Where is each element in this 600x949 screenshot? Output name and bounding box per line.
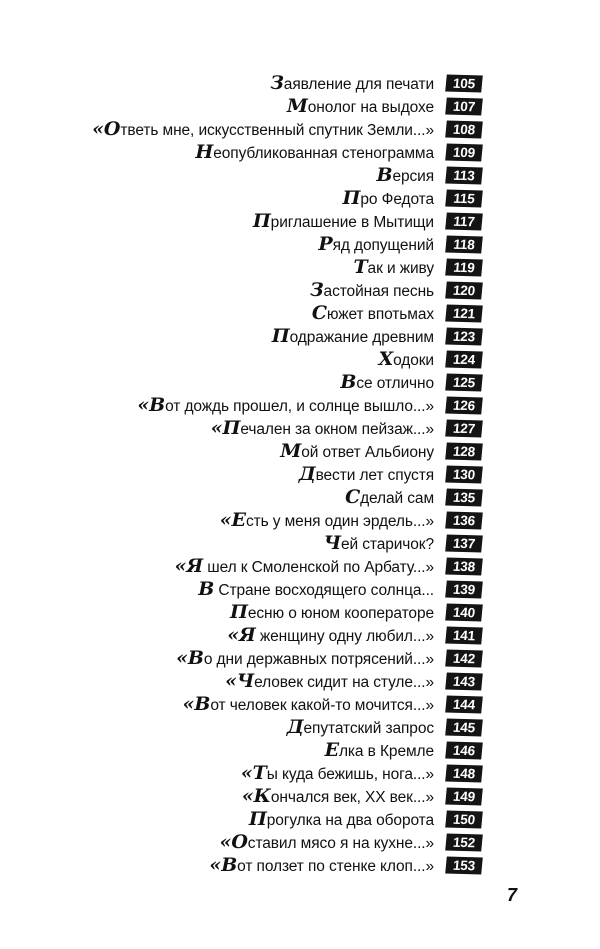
toc-entry [0,371,600,394]
toc-entry-title [230,601,434,625]
toc-entry-page-badge: 137 [445,535,483,553]
toc-entry-page-badge: 127 [445,420,483,438]
toc-entry-initial: «Я [227,623,256,646]
toc-entry-initial: «Я [174,554,204,577]
toc-entry-initial: «О [92,117,121,140]
toc-entry [0,739,600,762]
toc-entry-initial: П [252,209,271,232]
toc-entry-title [175,555,434,579]
toc-entry-page-badge: 144 [445,696,483,714]
toc-entry-initial: М [286,94,308,117]
toc-entry-title [220,509,434,533]
toc-entry-title [324,532,434,556]
toc-entry-initial: «О [219,830,248,853]
toc-entry-text: се отлично [356,374,434,392]
toc-entry [0,693,600,716]
toc-entry-page-badge: 119 [445,259,483,277]
toc-entry [0,233,600,256]
toc-entry-text: сть у меня один эрдель...» [245,512,434,530]
toc-entry [0,854,600,877]
toc-entry-text: Стране восходящего солнца... [214,581,434,599]
toc-entry-text: делай сам [360,489,434,507]
toc-entry-text: от дождь прошел, и солнце вышло...» [165,397,434,415]
toc-entry [0,417,600,440]
toc-entry-text: одоки [393,351,434,369]
toc-entry-initial: «П [210,416,241,439]
toc-entry-page-badge: 125 [445,374,483,392]
toc-entry-text: ей старичок? [340,535,434,553]
toc-entry [0,256,600,279]
toc-entry [0,578,600,601]
toc-entry-initial: «В [182,692,211,715]
toc-entry-text: лка в Кремле [338,742,434,760]
toc-entry-page-badge: 150 [445,811,483,829]
toc-entry-initial: З [309,278,324,301]
toc-entry-page-badge: 130 [445,466,483,484]
toc-entry-initial: Д [286,715,304,738]
toc-entry-text: ой ответ Альбиону [301,443,434,461]
toc-entry-page-badge: 140 [445,604,483,622]
toc-entry-page-badge: 105 [445,75,483,93]
toc-entry-initial: П [342,186,361,209]
toc-entry-text: одражание древним [289,328,434,346]
toc-entry-initial: «В [209,853,238,876]
toc-entry-text: ро Федота [360,190,434,208]
toc-entry-text: еопубликованная стенограмма [213,144,434,162]
toc-entry-text: от человек какой-то мочится...» [210,696,434,714]
toc-entry-text: аявление для печати [283,75,434,93]
toc-entry-initial: «Ч [225,669,255,692]
toc-entry-title [299,463,434,487]
toc-entry-text: от ползет по стенке клоп...» [237,857,434,875]
toc-entry-text: вести лет спустя [315,466,434,484]
toc-entry-initial: «В [176,646,204,669]
toc-entry-initial: С [311,301,327,324]
toc-entry-initial: Д [298,462,316,485]
toc-entry [0,647,600,670]
toc-entry-title [183,693,434,717]
toc-entry [0,463,600,486]
toc-entry [0,762,600,785]
toc-entry-title [209,854,434,878]
toc-entry-page-badge: 113 [445,167,483,185]
toc-entry-title [325,739,434,763]
toc-entry-text: ы куда бежишь, нога...» [266,765,434,783]
toc-entry-title [92,118,434,142]
toc-entry-page-badge: 124 [445,351,483,369]
toc-entry-page-badge: 107 [445,98,483,116]
toc-entry-initial: В [340,370,357,393]
toc-entry-text: риглашение в Мытищи [270,213,434,231]
toc-entry-title [137,394,434,418]
toc-entry-page-badge: 115 [445,190,483,208]
toc-entry-text: ставил мясо я на кухне...» [247,834,434,852]
toc-entry-page-badge: 149 [445,788,483,806]
toc-entry-page-badge: 138 [445,558,483,576]
toc-entry-title [242,785,434,809]
toc-entry-page-badge: 142 [445,650,483,668]
toc-entry-title [270,72,434,96]
toc-entry-page-badge: 136 [445,512,483,530]
toc-entry-title [241,762,434,786]
toc-entry [0,348,600,371]
toc-entry-page-badge: 120 [445,282,483,300]
toc-entry-initial: Т [353,255,368,278]
toc-entry-title [198,578,434,602]
toc-entry-title [287,95,434,119]
toc-entry [0,670,600,693]
toc-entry-title [376,164,434,188]
toc-entry-page-badge: 108 [445,121,483,139]
toc-entry-title [272,325,434,349]
toc-entry [0,72,600,95]
toc-entry-title [345,486,434,510]
toc-entry [0,808,600,831]
toc-entry-text: тветь мне, искусственный спутник Земли...» [120,121,434,139]
toc-entry-page-badge: 153 [445,857,483,875]
toc-entry-page-badge: 152 [445,834,483,852]
toc-entry [0,394,600,417]
toc-entry-page-badge: 143 [445,673,483,691]
toc-entry [0,210,600,233]
toc-entry-page-badge: 148 [445,765,483,783]
toc-entry-text: онолог на выдохе [307,98,434,116]
toc-entry-title [340,371,434,395]
toc-entry [0,532,600,555]
toc-entry-text: южет впотьмах [326,305,434,323]
toc-entry [0,187,600,210]
toc-entry-initial: «Т [240,761,267,784]
toc-entry-text: рогулка на два оборота [266,811,434,829]
toc-entry-initial: П [229,600,248,623]
toc-entry-page-badge: 126 [445,397,483,415]
toc-entry-initial: «К [241,784,271,807]
toc-entry-text: ерсия [392,167,434,185]
toc-entry [0,440,600,463]
toc-entry-text: о дни державных потрясений...» [203,650,434,668]
toc-entry-title [211,417,434,441]
toc-entry-page-badge: 141 [445,627,483,645]
toc-entry-title [253,210,434,234]
toc-entry [0,486,600,509]
toc-entry-initial: С [345,485,361,508]
toc-entry-page-badge: 128 [445,443,483,461]
toc-entry-page-badge: 145 [445,719,483,737]
toc-entry-title [176,647,434,671]
toc-entry-initial: В [198,577,215,600]
toc-entry-initial: В [376,163,393,186]
toc-entry-text: яд допущений [332,236,434,254]
toc-entry-page-badge: 109 [445,144,483,162]
toc-entry-initial: М [280,439,302,462]
toc-entry-page-badge: 117 [445,213,483,231]
toc-entry [0,164,600,187]
toc-entry-title [378,348,434,372]
toc-entry-initial: «Е [219,508,246,531]
toc-entry-title [227,624,434,648]
toc-entry-initial: З [270,71,284,94]
toc-entry-page-badge: 135 [445,489,483,507]
toc-entry-initial: П [248,807,267,830]
toc-entry [0,785,600,808]
toc-entry [0,716,600,739]
toc-entry-title [310,279,434,303]
toc-entry-text: астойная песнь [323,282,434,300]
toc-entry-text: ак и живу [367,259,434,277]
toc-entry-title [287,716,434,740]
toc-entry-initial: Н [195,140,214,163]
toc-entry-text: еловек сидит на стуле...» [254,673,434,691]
toc-entry-title [280,440,434,464]
toc-entry [0,601,600,624]
toc-entry-initial: П [271,324,290,347]
toc-entry-title [312,302,434,326]
toc-entry-initial: Е [324,738,339,761]
table-of-contents [0,72,600,877]
toc-entry-title [195,141,434,165]
page-number: 7 [507,885,518,905]
toc-entry-text: ечален за окном пейзаж...» [240,420,434,438]
toc-entry [0,325,600,348]
toc-entry-text: женщину одну любил...» [255,627,434,645]
toc-entry-page-badge: 139 [445,581,483,599]
toc-entry [0,302,600,325]
toc-entry-title [354,256,435,280]
toc-entry-text: есню о юном кооператоре [247,604,434,622]
toc-entry [0,141,600,164]
toc-entry-initial: Х [378,347,394,370]
toc-entry-initial: «В [137,393,166,416]
toc-entry-page-badge: 121 [445,305,483,323]
toc-entry [0,95,600,118]
toc-entry-title [343,187,434,211]
toc-entry [0,555,600,578]
toc-entry [0,831,600,854]
toc-entry-page-badge: 123 [445,328,483,346]
toc-entry-text: шел к Смоленской по Арбату...» [203,558,434,576]
toc-entry-title [220,831,434,855]
toc-entry [0,118,600,141]
toc-entry-text: ончался век, XX век...» [270,788,434,806]
toc-entry-initial: Ч [323,531,341,554]
toc-entry [0,624,600,647]
toc-entry-initial: Р [318,232,333,255]
toc-entry [0,279,600,302]
toc-entry-title [318,233,434,257]
toc-entry [0,509,600,532]
toc-entry-page-badge: 118 [445,236,483,254]
toc-entry-page-badge: 146 [445,742,483,760]
toc-entry-text: епутатский запрос [303,719,434,737]
toc-entry-title [249,808,434,832]
toc-entry-title [225,670,434,694]
